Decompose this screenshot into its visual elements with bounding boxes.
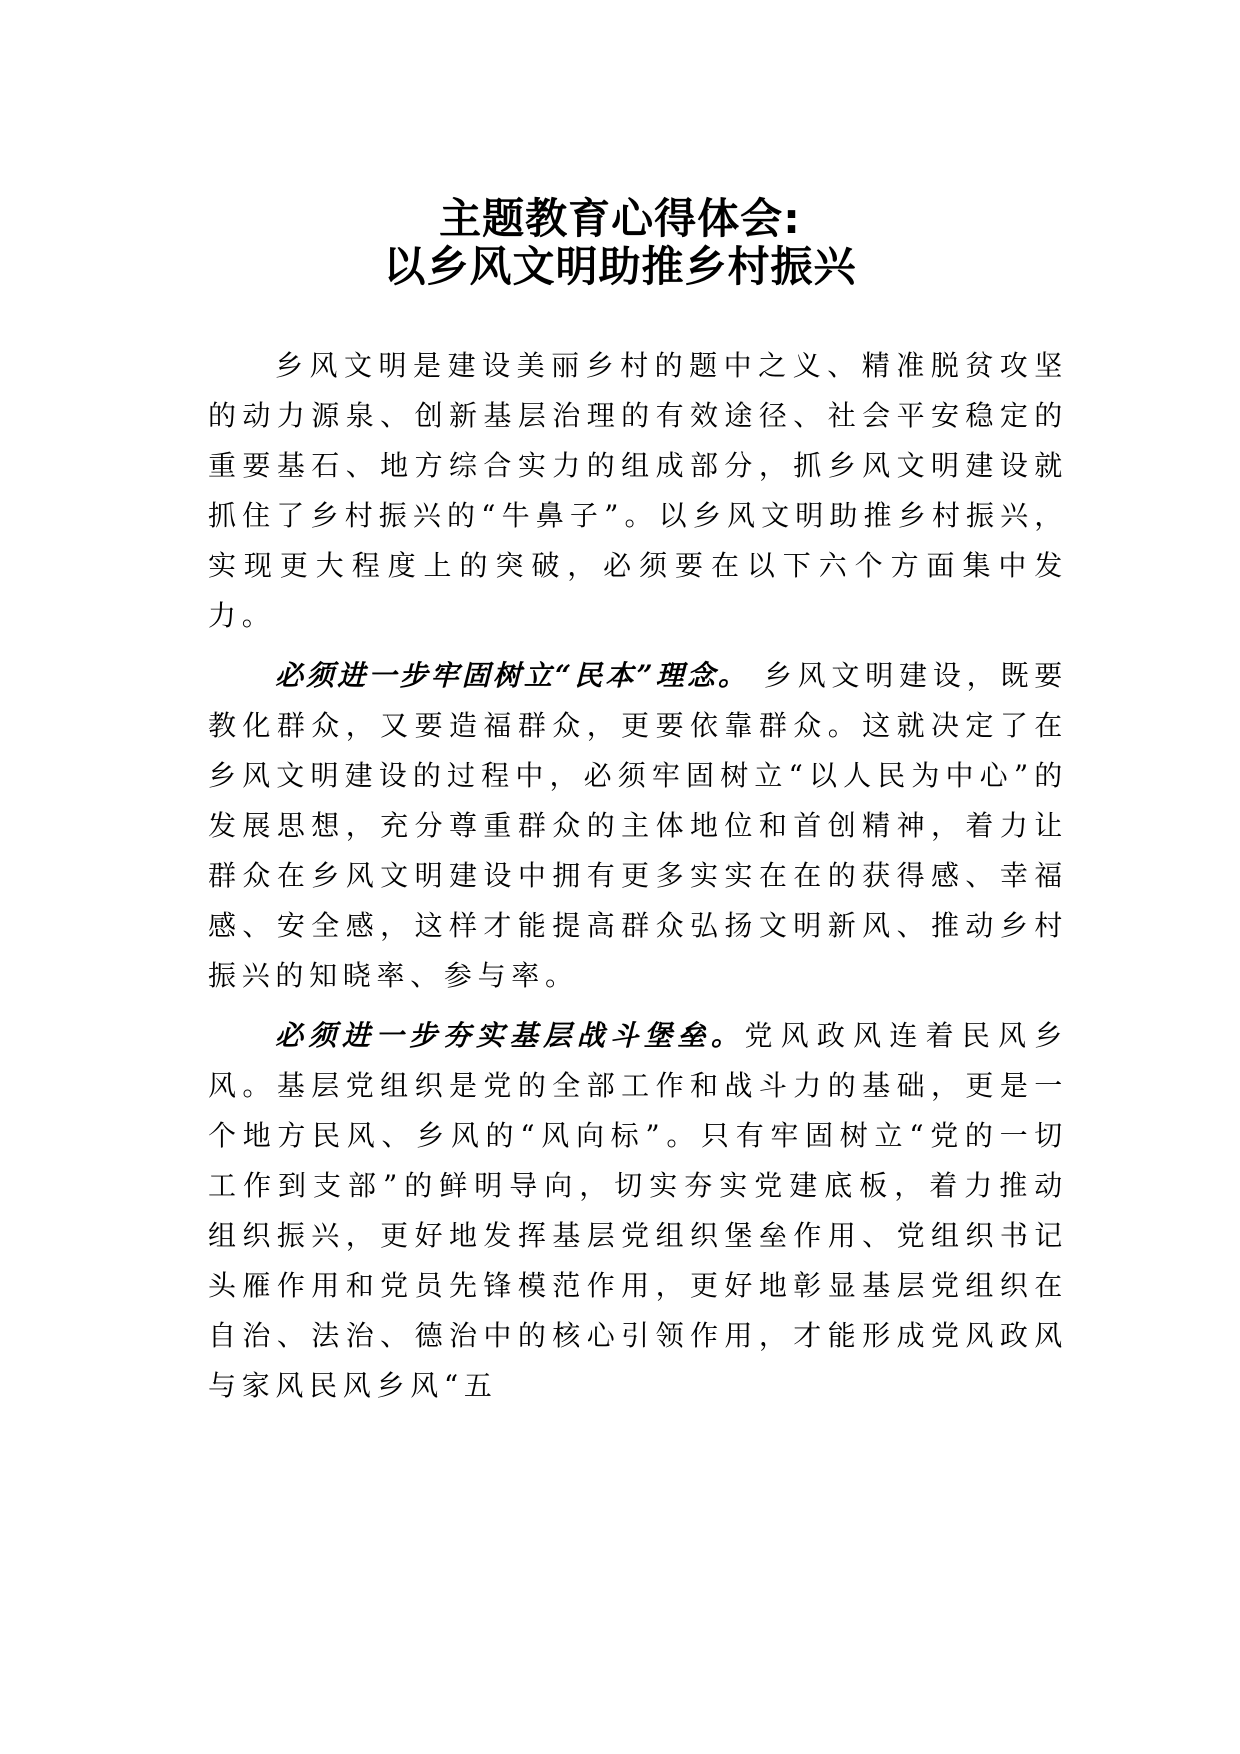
document-body — [208, 341, 1068, 1411]
paragraph-3-text: 党风政风连着民风乡风。基层党组织是党的全部工作和战斗力的基础，更是一个地方民风、乡风的“风向标”。只有牢固树立“党的一切工作到支部”的鲜明导向，切实夯实党建底板，着力推动组织振兴，更好地发挥基层党组织堡垒作用、党组织书记头雁作用和党员先锋模范作用，更好地彰显基层党组织在自治、法治、德治中的核心引领作用，才能形成党风政风与家风民风乡风“五 — [208, 1019, 1068, 1402]
paragraph-2 — [208, 651, 1068, 1001]
paragraph-2-text: 乡风文明建设，既要教化群众，又要造福群众，更要依靠群众。这就决定了在乡风文明建设的过程中，必须牢固树立“以人民为中心”的发展思想，充分尊重群众的主体地位和首创精神，着力让群众在乡风文明建设中拥有更多实实在在的获得感、幸福感、安全感，这样才能提高群众弘扬文明新风、推动乡村振兴的知晓率、参与率。 — [208, 659, 1068, 992]
paragraph-2-lead: 必须进一步牢固树立“民本”理念。 — [275, 659, 750, 692]
title-line-1: 主题教育心得体会: — [439, 194, 801, 243]
paragraph-1-text: 乡风文明是建设美丽乡村的题中之义、精准脱贫攻坚的动力源泉、创新基层治理的有效途径、社会平安稳定的重要基石、地方综合实力的组成部分，抓乡风文明建设就抓住了乡村振兴的“牛鼻子”。以乡风文明助推乡村振兴，实现更大程度上的突破，必须要在以下六个方面集中发力。 — [208, 349, 1068, 632]
title-line-2: 以乡风文明助推乡村振兴 — [383, 242, 857, 291]
paragraph-3-lead: 必须进一步夯实基层战斗堡垒。 — [275, 1019, 745, 1052]
paragraph-1 — [208, 341, 1068, 641]
paragraph-3 — [208, 1011, 1068, 1411]
